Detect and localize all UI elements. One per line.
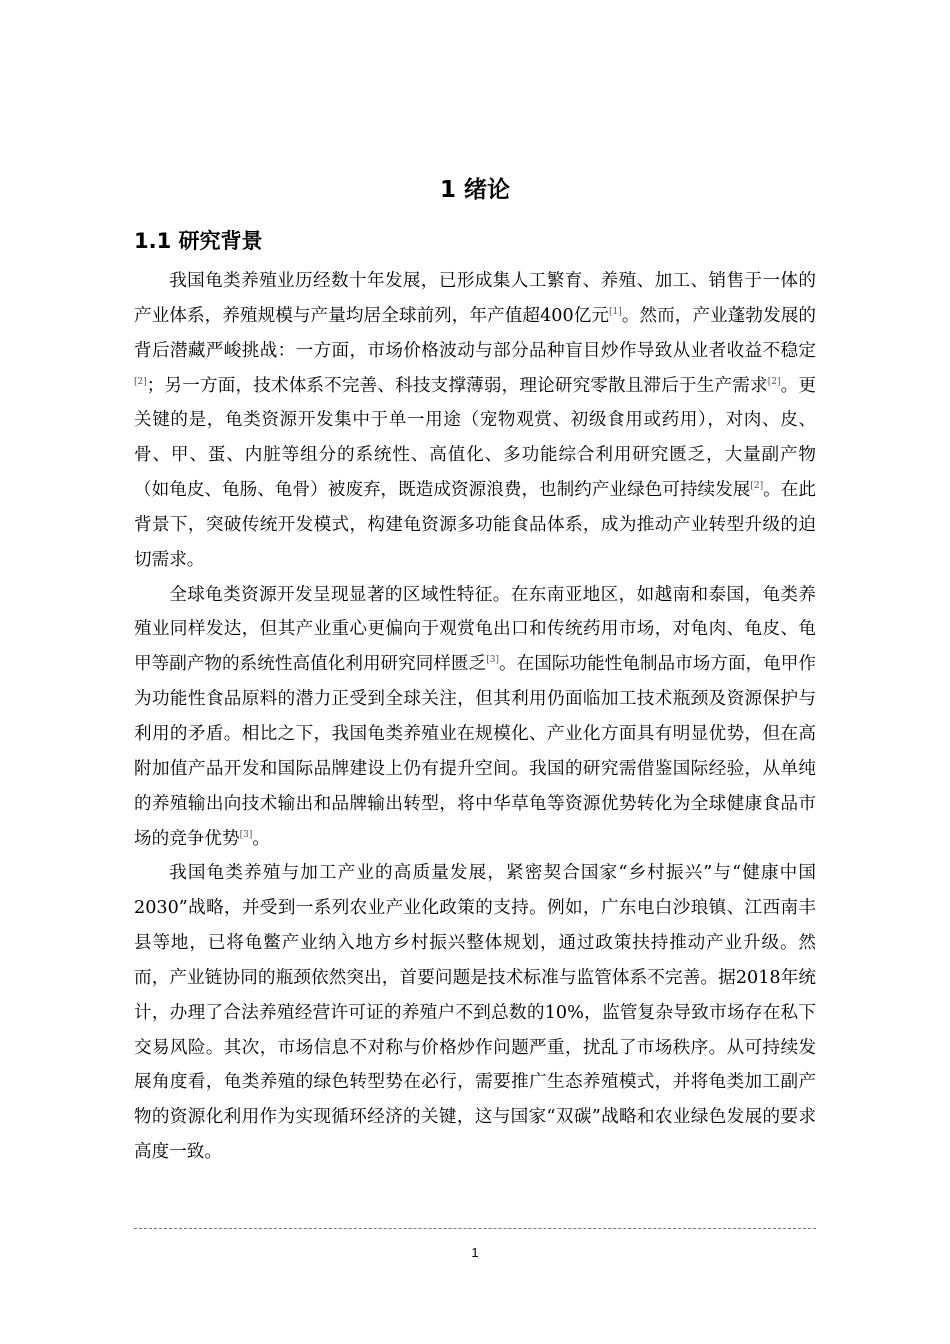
citation-marker: [3] (239, 829, 253, 840)
citation-marker: [1] (609, 306, 622, 317)
paragraph-text: 。 (252, 828, 270, 849)
chapter-title: 1 绪论 (439, 177, 510, 203)
paragraph-text: 我国龟类养殖业历经数十年发展，已形成集人工繁育、养殖、加工、销售于一体的产业体系，养殖规模与产量均居全球前列，年产值超400亿元 (134, 271, 816, 326)
paragraph-text: 。在此背景下，突破传统开发模式，构建龟资源多功能食品体系，成为推动产业转型升级的迫切需求。 (134, 480, 816, 570)
paragraph-text: 。在国际功能性龟制品市场方面，龟甲作为功能性食品原料的潜力正受到全球关注，但其利用仍面临加工技术瓶颈及资源保护与利用的矛盾。相比之下，我国龟类养殖业在规模化、产业化方面具有明显优势，但在高附加值产品开发和国际品牌建设上仍有提升空间。我国的研究需借鉴国际经验，从单纯的养殖输出向技术输出和品牌输出转型，将中华草龟等资源优势转化为全球健康食品市场的竞争优势 (134, 654, 816, 849)
paragraph-text: 。然而，产业蓬勃发展的背后潜藏严峻挑战：一方面，市场价格波动与部分品种盲目炒作导致从业者收益不稳定 (134, 305, 816, 361)
section-title: 1.1 研究背景 (134, 229, 263, 253)
paragraph-text: 。更关键的是，龟类资源开发集中于单一用途（宠物观赏、初级食用或药用），对肉、皮、骨、甲、蛋、内脏等组分的系统性、高值化、多功能综合利用研究匮乏，大量副产物（如龟皮、龟肠、龟骨）被废弃，既造成资源浪费，也制约产业绿色可持续发展 (134, 375, 816, 501)
citation-marker: [2] (750, 481, 764, 492)
body-text (134, 264, 816, 1170)
paragraph-text: ；另一方面，技术体系不完善、科技支撑薄弱，理论研究零散且滞后于生产需求 (146, 375, 768, 396)
body-paragraph (134, 578, 816, 857)
paragraph-text: 我国龟类养殖与加工产业的高质量发展，紧密契合国家“乡村振兴”与“健康中国2030”战略，并受到一系列农业产业化政策的支持。例如，广东电白沙琅镇、江西南丰县等地，已将龟鳖产业纳入地方乡村振兴整体规划，通过政策扶持推动产业升级。然而，产业链协同的瓶颈依然突出，首要问题是技术标准与监管体系不完善。据2018年统计，办理了合法养殖经营许可证的养殖户不到总数的10%，监管复杂导致市场存在私下交易风险。其次，市场信息不对称与价格炒作问题严重，扰乱了市场秩序。从可持续发展角度看，龟类养殖的绿色转型势在必行，需要推广生态养殖模式，并将龟类加工副产物的资源化利用作为实现循环经济的关键，这与国家“双碳”战略和农业绿色发展的要求高度一致。 (134, 863, 816, 1163)
body-paragraph (134, 856, 816, 1170)
citation-marker: [2] (134, 376, 147, 387)
paragraph-text: 全球龟类资源开发呈现显著的区域性特征。在东南亚地区，如越南和泰国，龟类养殖业同样发达，但其产业重心更偏向于观赏龟出口和传统药用市场，对龟肉、龟皮、龟甲等副产物的系统性高值化利用研究同样匮乏 (134, 584, 816, 675)
footer-divider (134, 1228, 816, 1229)
page-number: 1 (471, 1245, 479, 1260)
citation-marker: [2] (767, 376, 781, 387)
citation-marker: [3] (486, 655, 499, 666)
body-paragraph (134, 264, 816, 578)
